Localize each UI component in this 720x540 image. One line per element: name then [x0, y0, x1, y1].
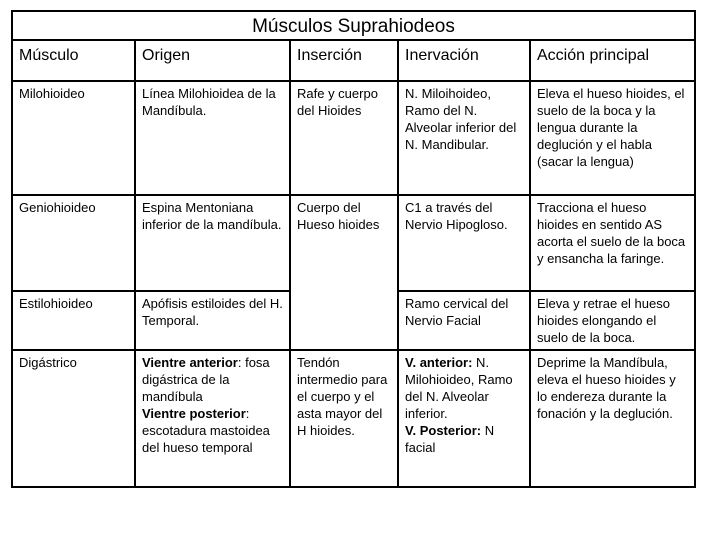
header-accion: Acción principal	[530, 41, 694, 81]
page-title: Músculos Suprahiodeos	[13, 12, 694, 41]
inervacion-post-text: N facial	[405, 423, 495, 455]
cell-musculo: Milohioideo	[13, 81, 135, 195]
cell-musculo: Estilohioideo	[13, 291, 135, 350]
inervacion-v-posterior	[405, 422, 523, 456]
origen-vientre-anterior	[142, 354, 283, 405]
inervacion-ant-text: N. Milohioideo, Ramo del N. Alveolar inferior.	[405, 355, 513, 421]
inervacion-v-anterior	[405, 354, 523, 422]
cell-accion: Eleva el hueso hioides, el suelo de la boca y la lengua durante la deglución y el habla (sacar la lengua)	[530, 81, 694, 195]
cell-insercion: Rafe y cuerpo del Hioides	[290, 81, 398, 195]
origen-vientre-posterior	[142, 405, 283, 456]
origen-ant-text: : fosa digástrica de la mandíbula	[142, 355, 270, 404]
inervacion-ant-label: V. anterior:	[405, 355, 473, 370]
origen-post-label: Vientre posterior	[142, 406, 246, 421]
cell-accion: Tracciona el hueso hioides en sentido AS acorta el suelo de la boca y ensancha la faringe.	[530, 195, 694, 291]
table-frame	[11, 10, 696, 488]
cell-insercion: Cuerpo del Hueso hioides	[290, 195, 398, 350]
cell-inervacion: C1 a través del Nervio Hipogloso.	[398, 195, 530, 291]
muscles-table	[13, 41, 694, 486]
cell-inervacion	[398, 350, 530, 486]
origen-ant-label: Vientre anterior	[142, 355, 238, 370]
header-origen: Origen	[135, 41, 290, 81]
header-inervacion: Inervación	[398, 41, 530, 81]
cell-inervacion: Ramo cervical del Nervio Facial	[398, 291, 530, 350]
inervacion-post-label: V. Posterior:	[405, 423, 482, 438]
cell-origen: Espina Mentoniana inferior de la mandíbula.	[135, 195, 290, 291]
cell-inervacion: N. Miloihoideo, Ramo del N. Alveolar inferior del N. Mandibular.	[398, 81, 530, 195]
table-row	[13, 81, 694, 195]
cell-insercion: Tendón intermedio para el cuerpo y el asta mayor del H hioides.	[290, 350, 398, 486]
cell-accion: Eleva y retrae el hueso hioides elongando el suelo de la boca.	[530, 291, 694, 350]
header-musculo: Músculo	[13, 41, 135, 81]
header-row	[13, 41, 694, 81]
cell-origen: Línea Milohioidea de la Mandíbula.	[135, 81, 290, 195]
cell-musculo: Geniohioideo	[13, 195, 135, 291]
header-insercion: Inserción	[290, 41, 398, 81]
cell-accion: Deprime la Mandíbula, eleva el hueso hioides y lo endereza durante la fonación y la deglución.	[530, 350, 694, 486]
cell-origen: Apófisis estiloides del H. Temporal.	[135, 291, 290, 350]
cell-musculo: Digástrico	[13, 350, 135, 486]
table-row	[13, 350, 694, 486]
cell-origen	[135, 350, 290, 486]
origen-post-text: : escotadura mastoidea del hueso temporal	[142, 406, 270, 455]
table-row	[13, 195, 694, 291]
